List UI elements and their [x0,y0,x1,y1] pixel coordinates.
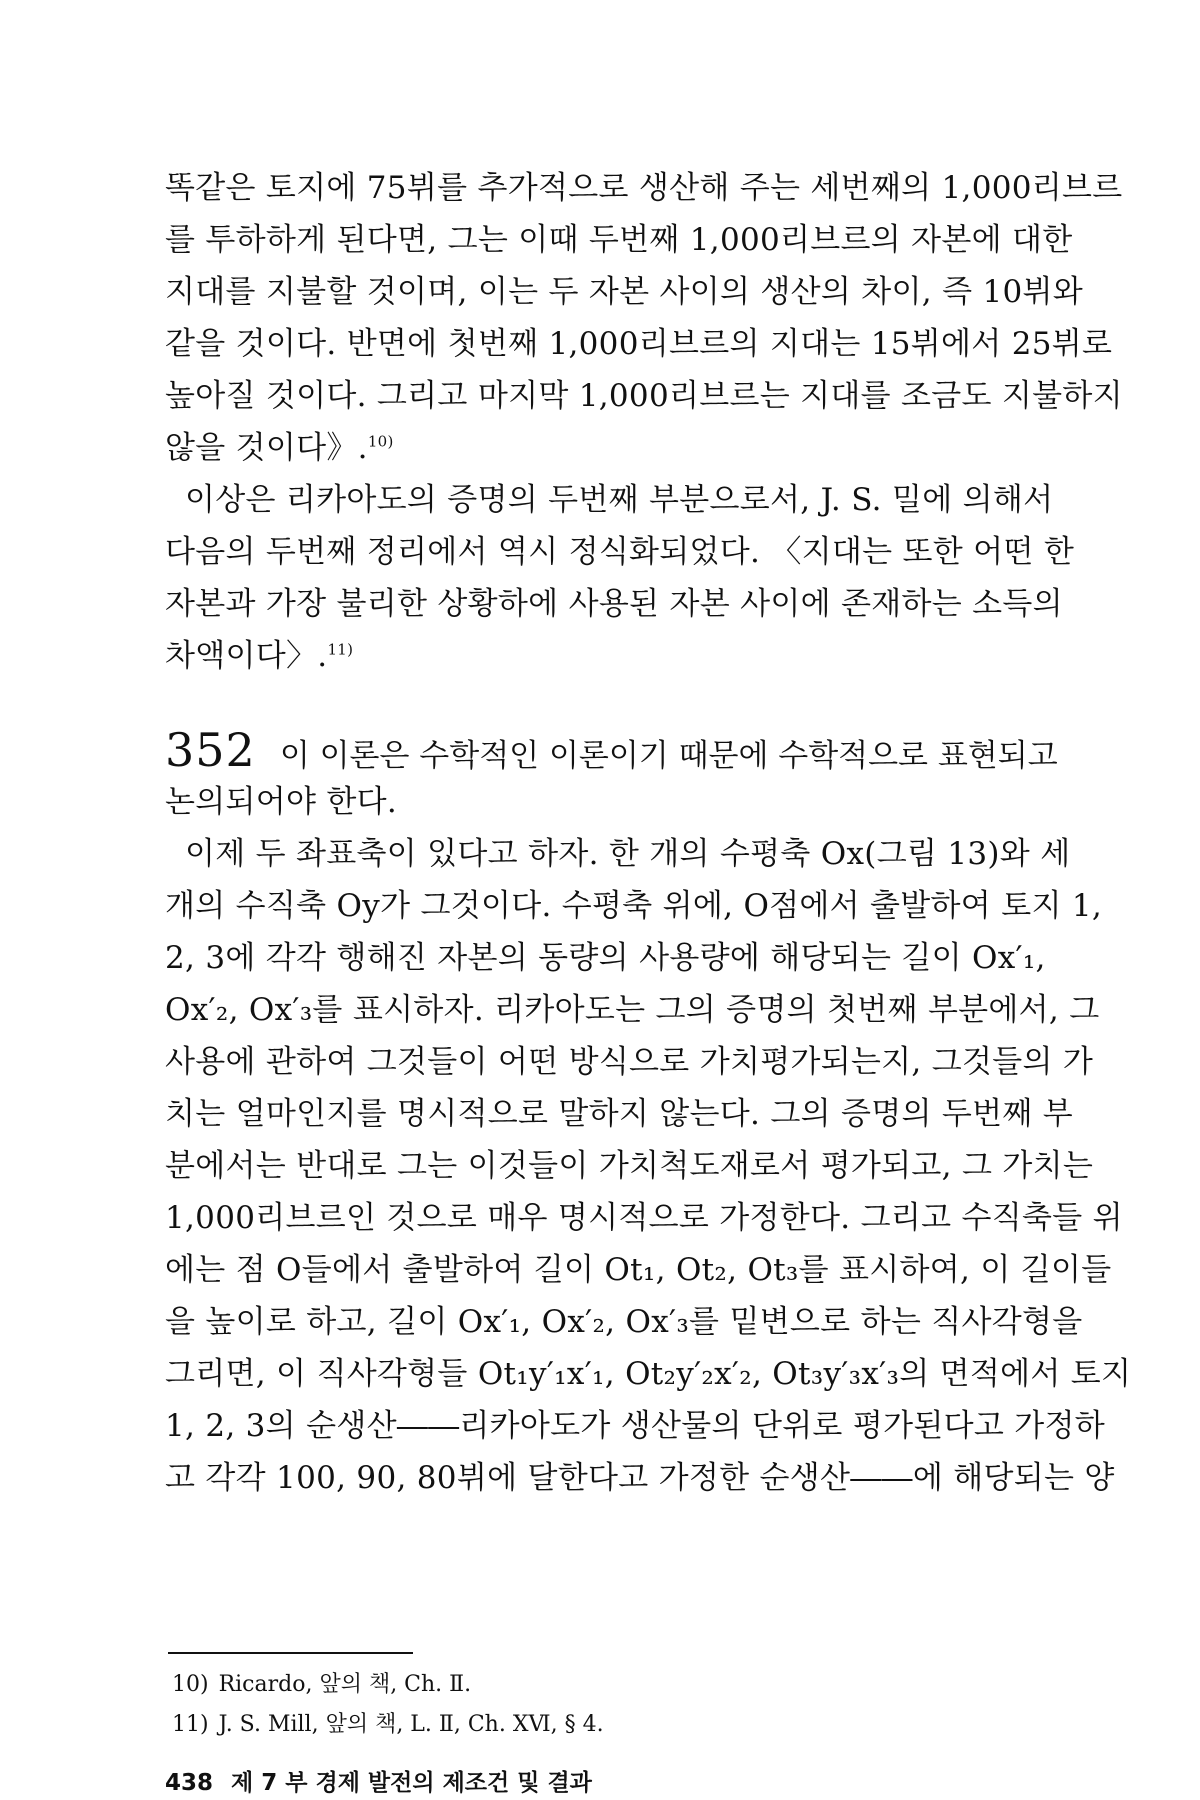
section-line: 논의되어야 한다. [165,784,398,820]
footnote-text: Ricardo, 앞의 책, Ch. Ⅱ. [218,1672,472,1697]
body-line: 이상은 리카아도의 증명의 두번째 부분으로서, J. S. 밀에 의해서 [185,482,1054,518]
footnote-divider [168,1652,413,1654]
body-line: 자본과 가장 불리한 상황하에 사용된 자본 사이에 존재하는 소득의 [165,586,1063,622]
running-title: 제 7 부 경제 발전의 제조건 및 결과 [231,1770,592,1796]
section-line: 고 각각 100, 90, 80뷔에 달한다고 가정한 순생산――에 해당되는 양 [165,1460,1115,1496]
section-line: 에는 점 O들에서 출발하여 길이 Ot₁, Ot₂, Ot₃를 표시하여, 이 길이들 [165,1252,1112,1288]
footnote-text: J. S. Mill, 앞의 책, L. Ⅱ, Ch. ⅩⅥ, § 4. [218,1712,604,1737]
page-number: 438 [165,1770,214,1796]
body-line: 똑같은 토지에 75뷔를 추가적으로 생산해 주는 세번째의 1,000리브르 [165,170,1123,206]
section-line: 1, 2, 3의 순생산――리카아도가 생산물의 단위로 평가된다고 가정하 [165,1408,1105,1444]
body-line-text: 차액이다〉. [165,638,328,674]
footnote-label: 11) [172,1712,209,1737]
section-line: 이제 두 좌표축이 있다고 하자. 한 개의 수평축 Ox(그림 13)와 세 [185,836,1071,872]
section-line: 그리면, 이 직사각형들 Ot₁y′₁x′₁, Ot₂y′₂x′₂, Ot₃y′₃x′₃의 면적에서 토지 [165,1356,1132,1392]
section-line: 2, 3에 각각 행해진 자본의 동량의 사용량에 해당되는 길이 Ox′₁, [165,940,1046,976]
section-number: 352 [165,723,256,777]
body-line: 를 투하하게 된다면, 그는 이때 두번째 1,000리브르의 자본에 대한 [165,222,1073,258]
section-line: 1,000리브르인 것으로 매우 명시적으로 가정한다. 그리고 수직축들 위 [165,1200,1123,1236]
body-line: 같을 것이다. 반면에 첫번째 1,000리브르의 지대는 15뷔에서 25뷔로 [165,326,1113,362]
body-line: 다음의 두번째 정리에서 역시 정식화되었다. 〈지대는 또한 어떤 한 [165,534,1075,570]
section-heading-line [165,723,1058,781]
footnote-reference: 10) [367,432,394,451]
section-line: 을 높이로 하고, 길이 Ox′₁, Ox′₂, Ox′₃를 밑변으로 하는 직사각형을 [165,1304,1083,1340]
section-line: Ox′₂, Ox′₃를 표시하자. 리카아도는 그의 증명의 첫번째 부분에서, 그 [165,992,1100,1028]
section-first-line: 이 이론은 수학적인 이론이기 때문에 수학적으로 표현되고 [279,738,1058,774]
body-line-with-footnote [165,636,1045,676]
footnote-reference: 11) [327,640,354,659]
body-line-with-footnote [165,428,1045,468]
page-footer [165,1768,592,1798]
footnote [172,1710,604,1740]
body-line-text: 않을 것이다》. [165,430,368,466]
footnote-label: 10) [172,1672,209,1697]
body-line: 지대를 지불할 것이며, 이는 두 자본 사이의 생산의 차이, 즉 10뷔와 [165,274,1084,310]
body-line: 높아질 것이다. 그리고 마지막 1,000리브르는 지대를 조금도 지불하지 [165,378,1123,414]
section-line: 치는 얼마인지를 명시적으로 말하지 않는다. 그의 증명의 두번째 부 [165,1096,1074,1132]
footnote [172,1670,471,1700]
section-line: 사용에 관하여 그것들이 어떤 방식으로 가치평가되는지, 그것들의 가 [165,1044,1094,1080]
section-line: 개의 수직축 Oy가 그것이다. 수평축 위에, O점에서 출발하여 토지 1, [165,888,1103,924]
section-line: 분에서는 반대로 그는 이것들이 가치척도재로서 평가되고, 그 가치는 [165,1148,1094,1184]
